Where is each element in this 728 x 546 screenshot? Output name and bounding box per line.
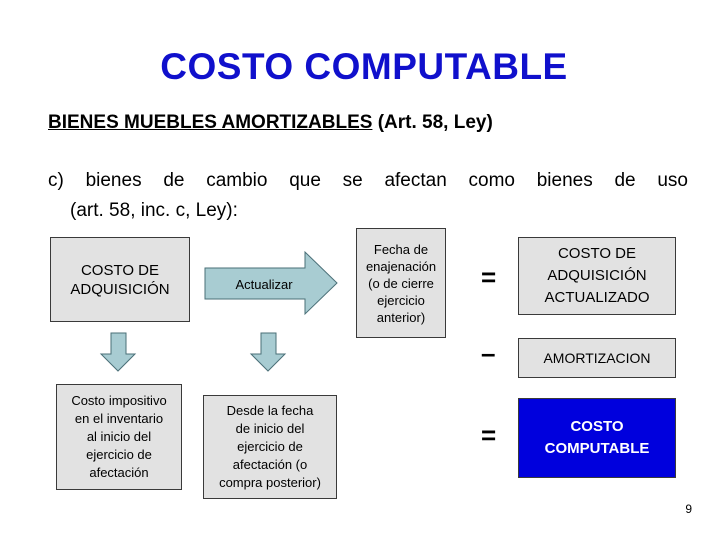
equals-operator-1: =	[481, 262, 497, 292]
down-arrow-left	[101, 333, 135, 371]
subtitle-reference: (Art. 58, Ley)	[372, 112, 493, 133]
box-costo-computable	[518, 398, 676, 478]
box-costo-actualizado	[518, 237, 676, 315]
desde-line: Desde la fecha	[226, 403, 314, 418]
box-fecha-enajenacion	[356, 228, 446, 338]
desde-line: de inicio del	[235, 421, 305, 436]
costo-adquisicion-line: ADQUISICIÓN	[70, 280, 170, 298]
fecha-line: (o de cierre	[368, 275, 434, 291]
down-arrow-right	[251, 333, 285, 371]
impositivo-line: ejercicio de	[86, 447, 152, 462]
costo-computable-line: COMPUTABLE	[544, 440, 650, 457]
fecha-line: ejercicio	[377, 292, 425, 308]
costo-adquisicion-line: COSTO DE	[80, 261, 160, 279]
desde-line: compra posterior)	[219, 475, 321, 490]
minus-operator: –	[481, 338, 496, 368]
costo-actualizado-line: COSTO DE	[557, 245, 637, 262]
box-costo-impositivo	[56, 384, 182, 490]
fecha-line: Fecha de	[373, 241, 429, 257]
impositivo-line: Costo impositivo	[71, 393, 167, 408]
impositivo-line: al inicio del	[86, 429, 152, 444]
costo-actualizado-line: ACTUALIZADO	[544, 289, 650, 306]
paragraph-line-1: c) bienes de cambio que se afectan como bienes de uso	[48, 170, 688, 191]
actualizar-label: Actualizar	[235, 277, 293, 292]
impositivo-line: afectación	[89, 465, 149, 480]
fecha-line: enajenación	[365, 258, 437, 274]
box-costo-adquisicion	[50, 237, 190, 322]
desde-line: afectación (o	[232, 457, 308, 472]
page-number: 9	[685, 502, 692, 516]
costo-actualizado-line: ADQUISICIÓN	[547, 267, 647, 284]
amortizacion-label: AMORTIZACION	[543, 350, 651, 366]
slide-title: COSTO COMPUTABLE	[160, 46, 568, 87]
impositivo-line: en el inventario	[74, 411, 164, 426]
fecha-line: anterior)	[376, 309, 426, 325]
subtitle-underlined: BIENES MUEBLES AMORTIZABLES	[48, 112, 373, 133]
box-desde-fecha	[203, 395, 337, 499]
box-amortizacion	[518, 338, 676, 378]
costo-computable-line: COSTO	[570, 418, 624, 435]
paragraph-line-2: (art. 58, inc. c, Ley):	[70, 200, 238, 221]
equals-operator-2: =	[481, 420, 497, 450]
desde-line: ejercicio de	[237, 439, 303, 454]
